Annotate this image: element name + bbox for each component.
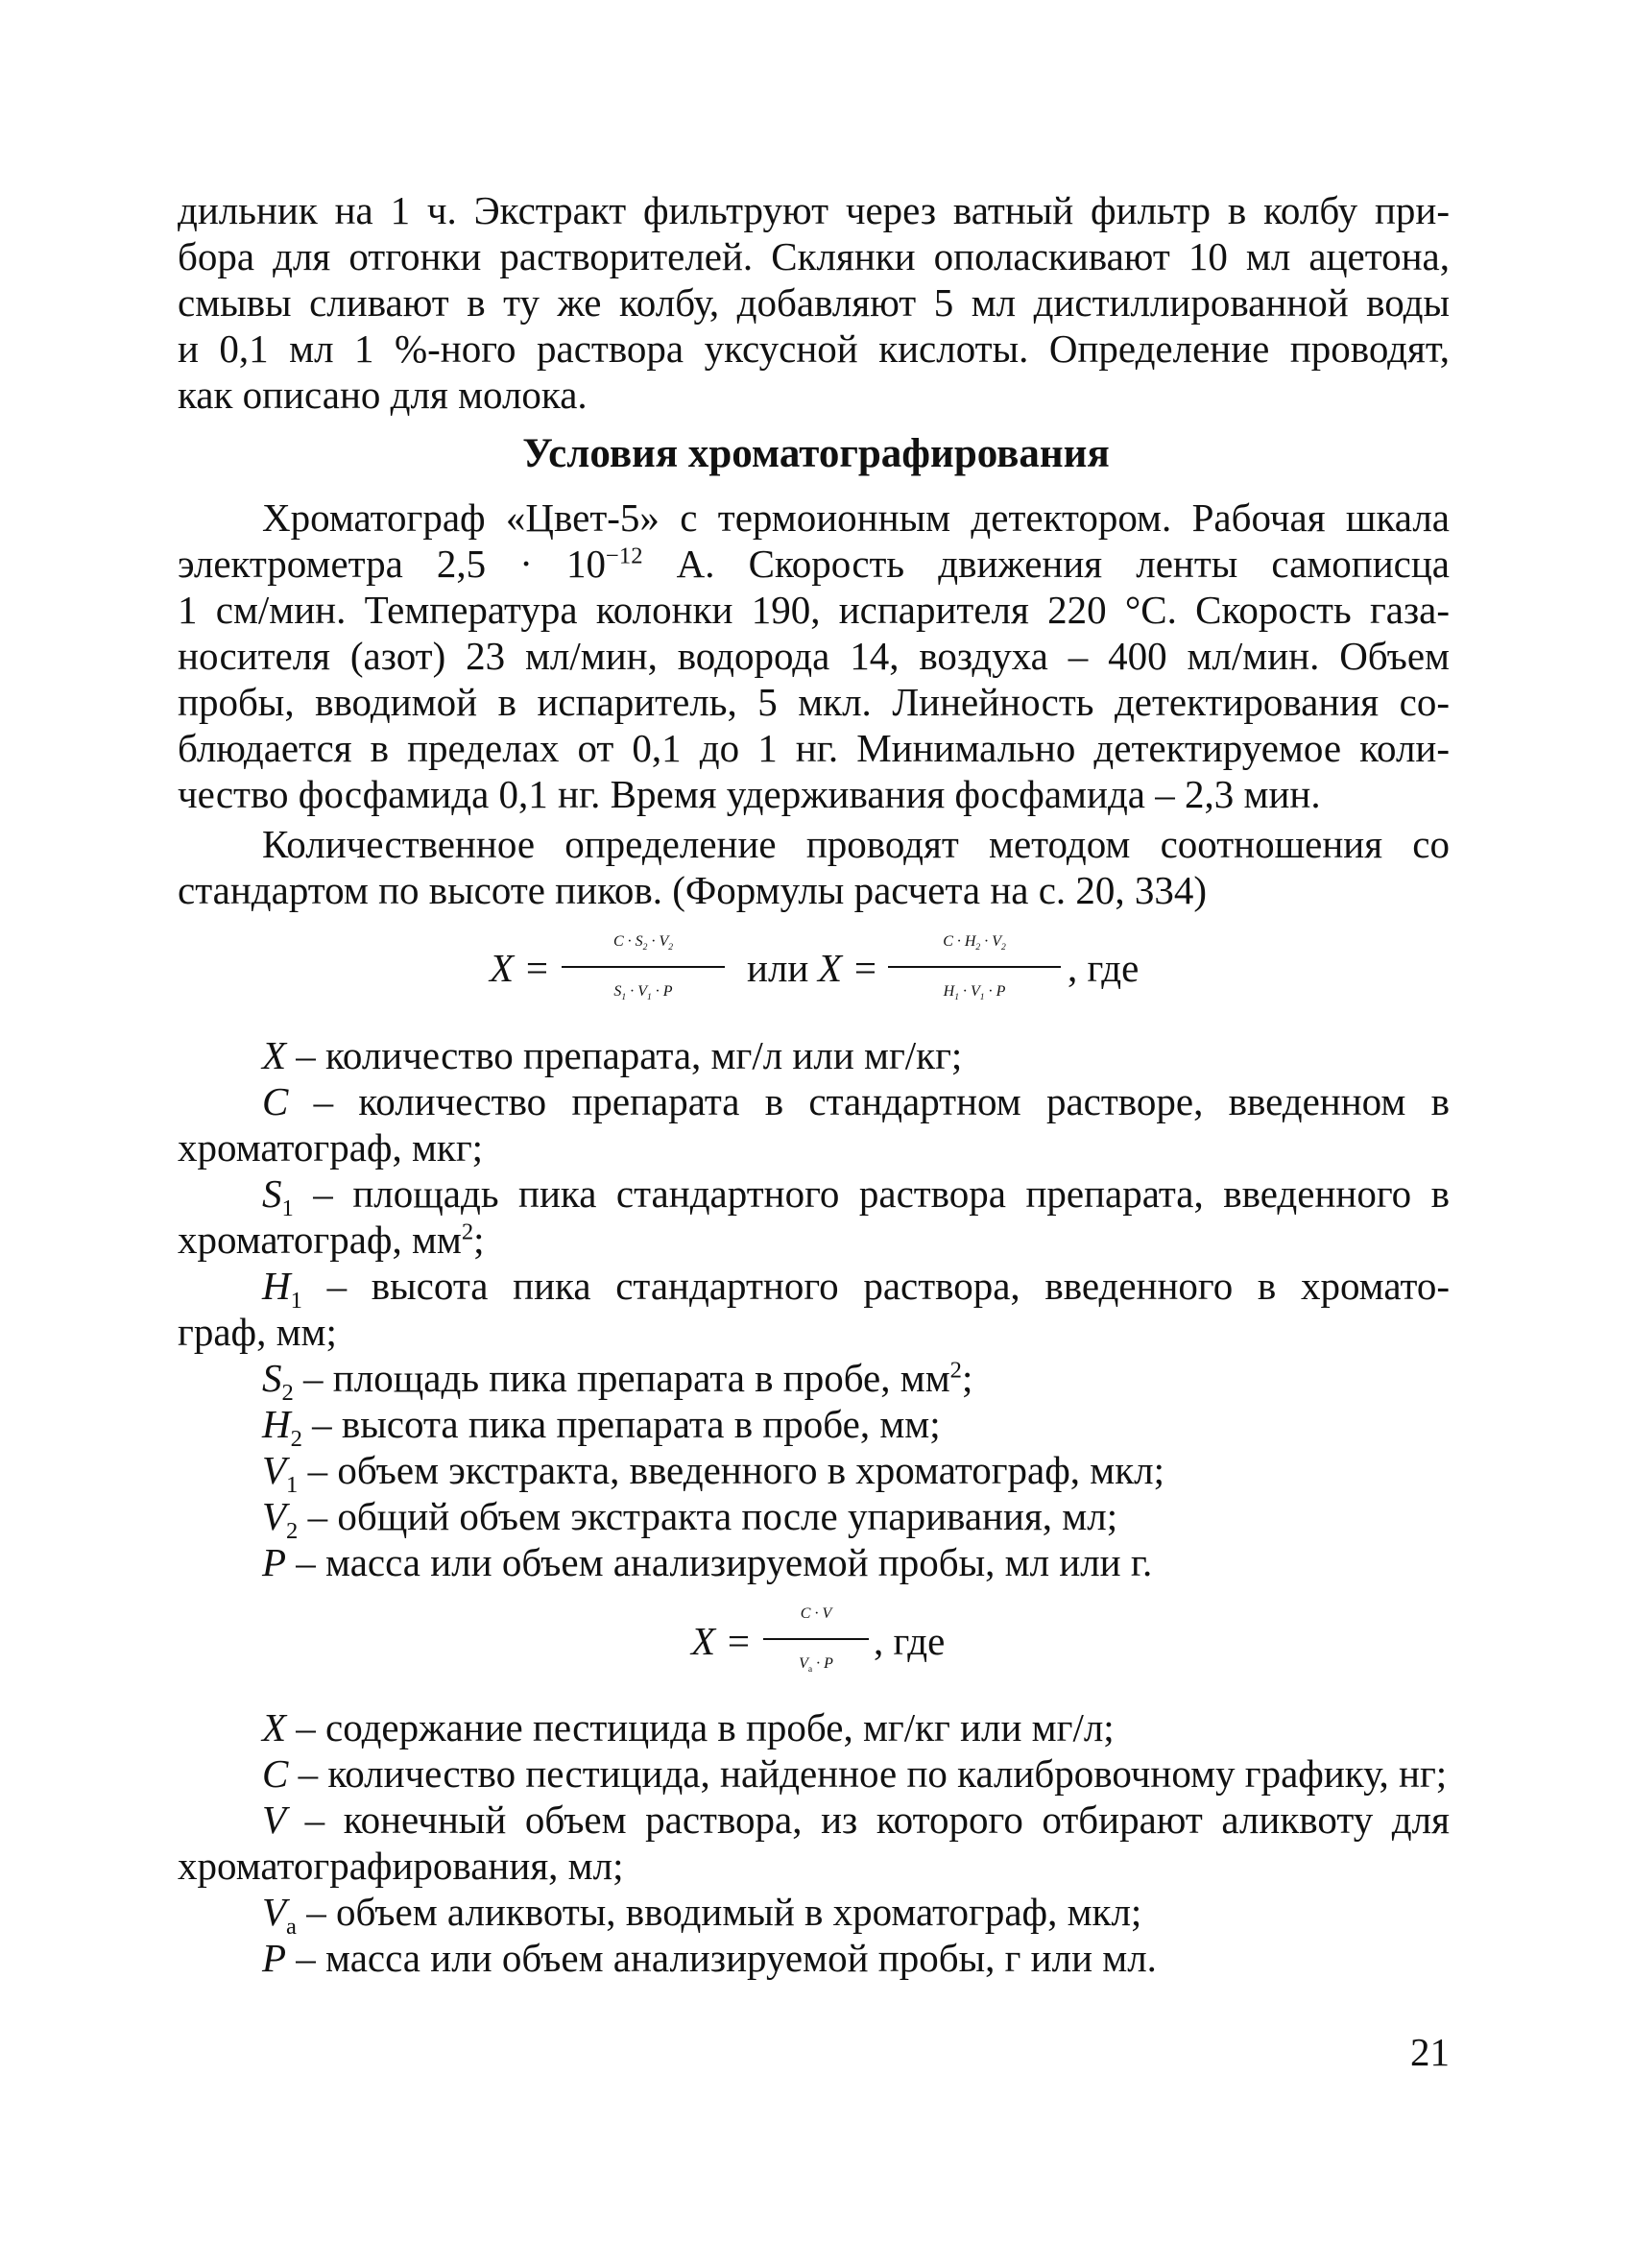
text-span: А. Скорость движения ленты самописца — [642, 542, 1450, 586]
conditions-paragraph — [178, 495, 1450, 817]
subscript: 2 — [290, 1426, 302, 1453]
symbol: X — [262, 1033, 287, 1077]
den-part: S — [613, 983, 622, 1000]
definition-item — [178, 1493, 1450, 1545]
subscript: 2 — [281, 1380, 294, 1407]
definition-item — [178, 1704, 1450, 1750]
subscript: 1 — [281, 1195, 294, 1222]
den-part: V — [799, 1655, 808, 1672]
den-part: · V — [626, 983, 647, 1000]
text-span: электрометра 2,5 · 10 — [178, 542, 607, 586]
text-line: стандартом по высоте пиков. (Формулы расчета на с. 20, 334) — [178, 868, 1208, 912]
subscript: 1 — [954, 992, 959, 1003]
num-part: C · S — [612, 933, 643, 950]
numerator: C · V — [800, 1605, 832, 1622]
fraction-bar — [888, 966, 1061, 968]
formula-lhs: X = — [490, 946, 550, 990]
definitions-list-2 — [178, 1704, 1450, 1981]
fraction-b — [888, 920, 1061, 1014]
numerator — [888, 920, 1061, 964]
definition-cont: граф, мм; — [178, 1310, 337, 1354]
num-part: · V — [980, 933, 1001, 950]
symbol: V — [262, 1494, 287, 1538]
symbol: H — [262, 1264, 291, 1308]
symbol: H — [262, 1402, 291, 1446]
text-line: чество фосфамида 0,1 нг. Время удерживания фосфамида – 2,3 мин. — [178, 772, 1321, 816]
text-line: бора для отгонки растворителей. Склянки ополаскивают 10 мл ацетона, — [178, 234, 1450, 278]
definition-item — [178, 1263, 1450, 1315]
text-line: носителя (азот) 23 мл/мин, водорода 14, воздуха – 400 мл/мин. Объем — [178, 634, 1450, 678]
symbol: V — [262, 1890, 287, 1934]
definition-text: – содержание пестицида в пробе, мг/кг или мг/л; — [286, 1705, 1115, 1749]
formula-lhs: X = — [691, 1619, 752, 1663]
formula-lhs: X = — [818, 946, 878, 990]
symbol: C — [262, 1079, 289, 1123]
intro-paragraph — [178, 187, 1450, 418]
definition-item — [178, 1539, 1450, 1585]
definition-text: – конечный объем раствора, из которого отбирают аликвоту для — [286, 1798, 1450, 1842]
definition-text: – масса или объем анализируемой пробы, мл или г. — [286, 1540, 1153, 1584]
text-line: Хроматограф «Цвет-5» с термоионным детектором. Рабочая шкала — [262, 495, 1450, 540]
subscript: 1 — [621, 992, 627, 1003]
definition-text: – количество препарата в стандартном растворе, введенном в — [288, 1079, 1450, 1123]
symbol: V — [262, 1448, 287, 1492]
quant-paragraph — [178, 821, 1450, 913]
definition-text: – площадь пика стандартного раствора препарата, введенного в — [293, 1171, 1450, 1216]
text-line — [178, 541, 1450, 587]
definition-item — [178, 1401, 1450, 1453]
definition-cont: хроматографирования, мл; — [178, 1844, 624, 1888]
den-part: · P — [651, 983, 673, 1000]
text-line: дильник на 1 ч. Экстракт фильтруют через ватный фильтр в колбу при- — [178, 188, 1450, 232]
definitions-list-1 — [178, 1032, 1450, 1585]
subscript: 1 — [979, 992, 985, 1003]
text-line: и 0,1 мл 1 %-ного раствора уксусной кислоты. Определение проводят, — [178, 326, 1450, 371]
definition-text: – масса или объем анализируемой пробы, г или мл. — [286, 1936, 1157, 1980]
den-part: · P — [812, 1655, 833, 1672]
definition-item — [178, 1355, 1450, 1407]
symbol: P — [262, 1540, 287, 1584]
fraction-bar — [763, 1638, 869, 1640]
denominator — [888, 970, 1061, 1014]
subscript: 2 — [668, 942, 674, 953]
symbol: V — [262, 1798, 287, 1842]
definition-item — [178, 1170, 1450, 1222]
definition-item — [178, 1032, 1450, 1078]
text-line: пробы, вводимой в испаритель, 5 мкл. Линейность детектирования со- — [178, 680, 1450, 724]
text-line: Количественное определение проводят методом соотношения со — [262, 822, 1450, 866]
subscript: 1 — [647, 992, 652, 1003]
den-part: H — [943, 983, 955, 1000]
definition-text: – объем аликвоты, вводимый в хроматограф, мкл; — [296, 1890, 1142, 1934]
definition-cont: хроматограф, мкг; — [178, 1125, 484, 1170]
subscript: а — [807, 1664, 813, 1676]
subscript: 2 — [1001, 942, 1006, 953]
definition-text: – высота пика препарата в пробе, мм; — [301, 1402, 941, 1446]
den-part: · P — [984, 983, 1006, 1000]
fraction-c — [763, 1592, 869, 1686]
num-part: · V — [647, 933, 669, 950]
definition-text: ; — [961, 1356, 973, 1400]
or-text: или — [747, 946, 809, 990]
text-line: смывы сливают в ту же колбу, добавляют 5 мл дистиллированной воды — [178, 280, 1450, 325]
denominator — [562, 970, 725, 1014]
subscript: a — [286, 1914, 297, 1941]
exponent: 2 — [461, 1218, 474, 1245]
definition-text: – высота пика стандартного раствора, введенного в хромато- — [301, 1264, 1450, 1308]
text-line: 1 см/мин. Температура колонки 190, испарителя 220 °С. Скорость газа- — [178, 588, 1450, 632]
definition-item — [178, 1078, 1450, 1124]
definition-text: – общий объем экстракта после упаривания, мл; — [298, 1494, 1118, 1538]
section-title: Условия хроматографирования — [522, 431, 1110, 476]
definition-item — [178, 1889, 1450, 1941]
definition-item — [178, 1935, 1450, 1981]
fraction-a — [562, 920, 725, 1014]
text-line: блюдается в пределах от 0,1 до 1 нг. Минимально детектируемое коли- — [178, 726, 1450, 770]
definition-text: – количество препарата, мг/л или мг/кг; — [286, 1033, 963, 1077]
num-part: C · H — [943, 933, 976, 950]
numerator — [562, 920, 725, 964]
symbol: X — [262, 1705, 287, 1749]
denominator — [763, 1642, 869, 1686]
subscript: 2 — [642, 942, 648, 953]
where-text: , где — [874, 1619, 946, 1663]
subscript: 2 — [975, 942, 981, 953]
symbol: S — [262, 1171, 282, 1216]
definition-text: – количество пестицида, найденное по калибровочному графику, нг; — [288, 1751, 1448, 1796]
fraction-bar — [562, 966, 725, 968]
definition-text: хроматограф, мм — [178, 1218, 462, 1262]
subscript: 1 — [290, 1288, 302, 1315]
text-line: как описано для молока. — [178, 373, 588, 417]
symbol: C — [262, 1751, 289, 1796]
symbol: S — [262, 1356, 282, 1400]
exponent: 2 — [949, 1357, 962, 1384]
definition-cont — [178, 1217, 1450, 1263]
symbol: P — [262, 1936, 287, 1980]
exponent: −12 — [606, 543, 643, 569]
subscript: 2 — [286, 1518, 299, 1545]
definition-item — [178, 1447, 1450, 1499]
definition-text: – площадь пика препарата в пробе, мм — [293, 1356, 950, 1400]
definition-text: – объем экстракта, введенного в хроматограф, мкл; — [298, 1448, 1165, 1492]
definition-item — [178, 1797, 1450, 1843]
where-text: , где — [1068, 946, 1140, 990]
page-number: 21 — [1410, 2030, 1450, 2074]
definition-item — [178, 1750, 1450, 1797]
definition-text: ; — [473, 1218, 485, 1262]
subscript: 1 — [286, 1472, 299, 1499]
den-part: · V — [959, 983, 980, 1000]
